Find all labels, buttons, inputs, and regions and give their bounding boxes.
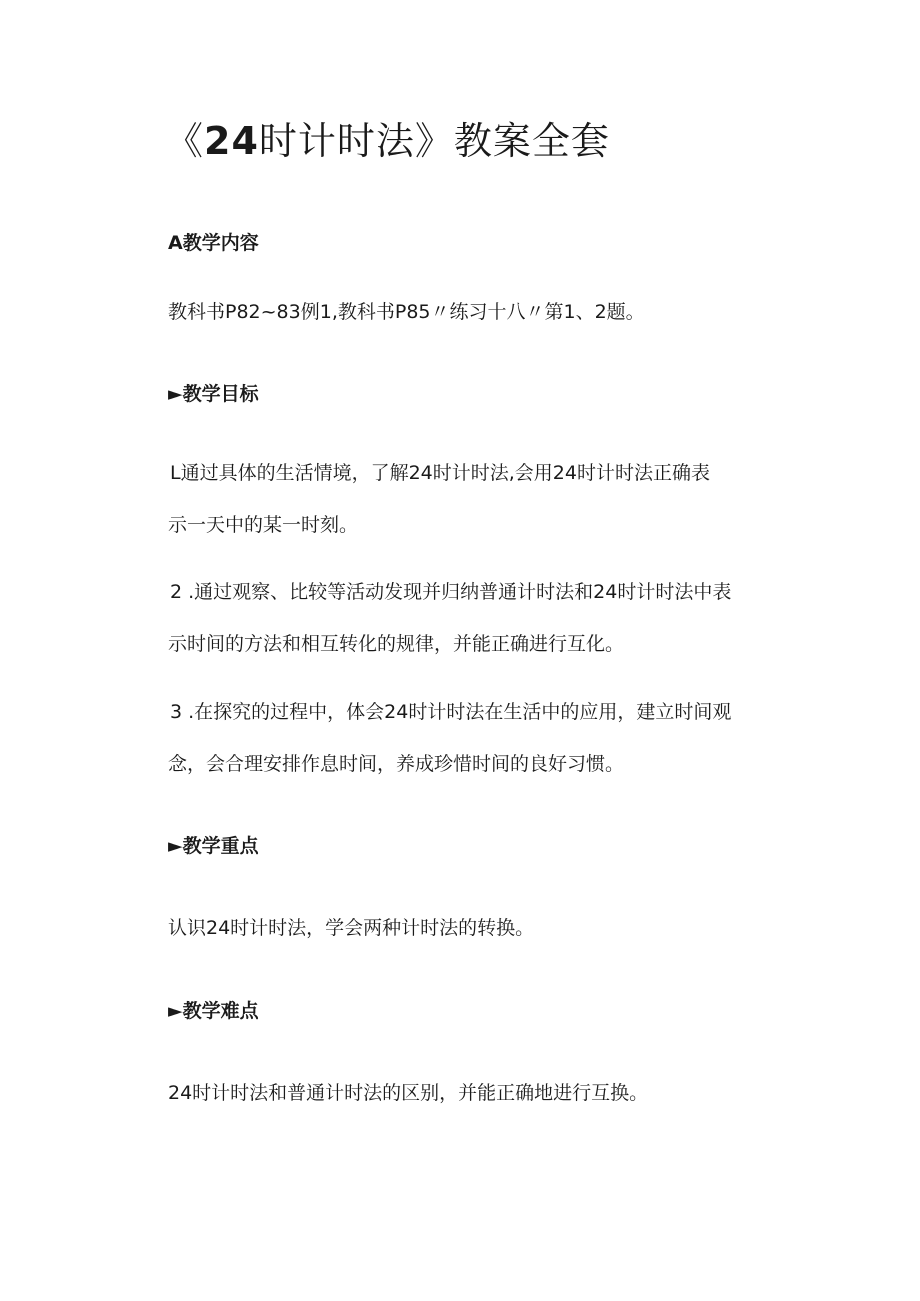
difficulties-text: 24时计时法和普通计时法的区别，并能正确地进行互换。 [168,1082,649,1104]
goal-item-3 [168,686,788,790]
section-heading-content: A教学内容 [168,232,259,254]
goal-1-line-2: 示一天中的某一时刻。 [168,514,359,536]
content-text: 教科书P82~83例1,教科书P85〃练习十八〃第1、2题。 [168,301,645,323]
title-number: 24 [204,119,259,163]
section-heading-key-points: ►教学重点 [168,835,259,857]
title-open-bracket: 《 [165,119,205,163]
goal-2-line-1: 2 .通过观察、比较等活动发现并归纳普通计时法和24时计时法中表 [170,581,732,603]
section-heading-difficulties: ►教学难点 [168,1000,259,1022]
page-title [165,110,610,165]
key-points-text: 认识24时计时法，学会两种计时法的转换。 [168,917,535,939]
title-text: 时计时法》教案全套 [258,119,610,163]
goal-item-2 [168,566,788,670]
goal-1-line-1: L通过具体的生活情境，了解24时计时法,会用24时计时法正确表 [170,462,710,484]
goal-3-line-1: 3 .在探究的过程中，体会24时计时法在生活中的应用，建立时间观 [170,701,732,723]
section-heading-goals: ►教学目标 [168,383,259,405]
goal-2-line-2: 示时间的方法和相互转化的规律，并能正确进行互化。 [168,633,625,655]
goal-3-line-2: 念，会合理安排作息时间，养成珍惜时间的良好习惯。 [168,753,625,775]
goal-item-1 [168,447,788,551]
